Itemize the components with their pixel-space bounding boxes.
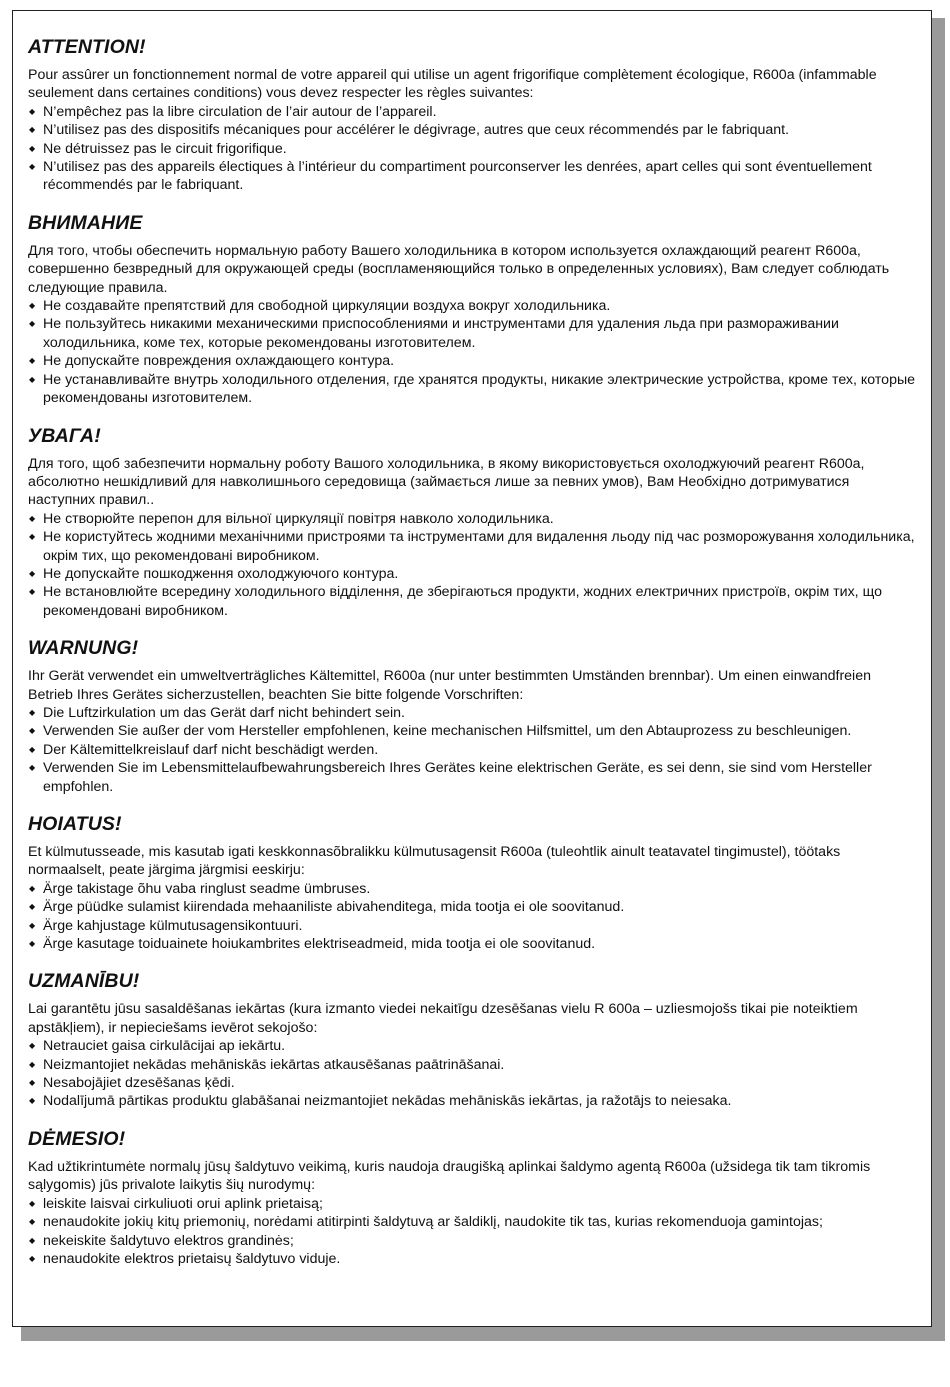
list-item: ◆ N’utilisez pas des dispositifs mécaniques pour accélérer le dégivrage, autres que ceux récommendés par le fabriquant. xyxy=(28,121,917,139)
section-fr xyxy=(28,35,917,195)
list-item: ◆ Не створюйте перепон для вільної циркуляції повітря навколо холодильника. xyxy=(28,510,917,528)
list-item: ◆ Nodalījumā pārtikas produktu glabāšanai neizmantojiet nekādas mehāniskās iekārtas, ja ražotājs to neiesaka. xyxy=(28,1092,917,1110)
rules-list xyxy=(28,880,917,954)
list-item: ◆ Verwenden Sie außer der vom Hersteller empfohlenen, keine mechanischen Hilfsmittel, um den Abtauprozess zu beschleunigen. xyxy=(28,722,917,740)
section-spacer xyxy=(28,1111,917,1127)
list-item: ◆ Die Luftzirkulation um das Gerät darf nicht behindert sein. xyxy=(28,704,917,722)
section-title: ВНИМАНИЕ xyxy=(28,211,143,234)
section-spacer xyxy=(28,408,917,424)
list-item: ◆ Не пользуйтесь никакими механическими приспособлениями и инструментами для удаления льда при размораживании холодильника, коме тех, которые рекомендованы изготовителем. xyxy=(28,315,917,352)
list-item: ◆ Ärge takistage õhu vaba ringlust seadme ümbruses. xyxy=(28,880,917,898)
section-et xyxy=(28,812,917,953)
section-intro: Для того, щоб забезпечити нормальну роботу Вашого холодильника, в якому використовується охолоджуючий реагент R600a, абсолютно нешкідливий для навколишнього середовища (займається лише за певних умов), Вам Необхідно дотримуватися наступних правил.. xyxy=(28,455,865,509)
list-item: ◆ Не допускайте повреждения охлаждающего контура. xyxy=(28,352,917,370)
list-item: ◆ Netrauciet gaisa cirkulācijai ap iekārtu. xyxy=(28,1037,917,1055)
list-item: ◆ leiskite laisvai cirkuliuoti orui aplink prietaisą; xyxy=(28,1195,917,1213)
section-spacer xyxy=(28,953,917,969)
section-lt xyxy=(28,1127,917,1268)
list-item: ◆ Ärge kahjustage külmutusagensikontuuri. xyxy=(28,917,917,935)
section-de xyxy=(28,636,917,796)
section-title: ATTENTION! xyxy=(28,36,146,58)
section-lv xyxy=(28,969,917,1110)
section-spacer xyxy=(28,195,917,211)
section-intro: Pour assûrer un fonctionnement normal de votre appareil qui utilise un agent frigorifique complètement écologique, R600a (infammable seulement dans certaines conditions) vous devez respecter les règles suivantes: xyxy=(28,67,877,102)
section-title: UZMANĪBU! xyxy=(28,970,140,993)
rules-list xyxy=(28,510,917,620)
section-intro: Et külmutusseade, mis kasutab igati keskkonnasõbralikku külmutusagensit R600a (tuleohtlik ainult teatavatel tingimustel), töötaks normaalselt, peate järgima järgmisi eeskirju: xyxy=(28,844,841,879)
list-item: ◆ Не встановлюйте всередину холодильного відділення, де зберігаються продукти, жодних електричних пристроїв, окрім тих, що рекомендовані виробником. xyxy=(28,583,917,620)
section-intro: Ihr Gerät verwendet ein umweltverträgliches Kältemittel, R600a (nur unter bestimmten Umständen brennbar). Um einen einwandfreien Betrieb Ihres Gerätes sicherzustellen, beachten Sie bitte folgende Vorschriften: xyxy=(28,668,871,703)
list-item: ◆ Neizmantojiet nekādas mehāniskās iekārtas atkausēšanas paātrināšanai. xyxy=(28,1056,917,1074)
section-intro: Lai garantētu jūsu sasaldēšanas iekārtas (kura izmanto viedei nekaitīgu dzesēšanas vielu R 600a – uzliesmojošs tikai pie noteiktiem apstākļiem), ir nepieciešams ievērot sekojošo: xyxy=(28,1001,858,1036)
list-item: ◆ Ne détruissez pas le circuit frigorifique. xyxy=(28,140,917,158)
rules-list xyxy=(28,103,917,195)
section-title: DĖMESIO! xyxy=(28,1127,126,1150)
rules-list xyxy=(28,1195,917,1269)
section-spacer xyxy=(28,620,917,636)
list-item: ◆ Не користуйтесь жодними механічними пристроями та інструментами для видалення льоду під час розморожування холодильника, окрім тих, що рекомендовані виробником. xyxy=(28,528,917,565)
section-intro: Kad užtikrintumėte normalų jūsų šaldytuvo veikimą, kuris naudoja draugišką aplinkai šaldymo agentą R600a (užsidega tik tam tikromis sąlygomis) jūs privalote laikytis šių nurodymų: xyxy=(28,1158,871,1194)
section-intro: Для того, чтобы обеспечить нормальную работу Вашего холодильника в котором используется охлаждающий реагент R600a, совершенно безвредный для окружающей среды (воспламеняющийся только в определенных условиях), Вам следует соблюдать следующие правила. xyxy=(28,242,890,296)
section-title: УВАГА! xyxy=(28,424,101,447)
list-item: ◆ Не создавайте препятствий для свободной циркуляции воздуха вокруг холодильника. xyxy=(28,297,917,315)
rules-list xyxy=(28,1037,917,1111)
section-title: HOIATUS! xyxy=(28,813,122,835)
list-item: ◆ Verwenden Sie im Lebensmittelaufbewahrungsbereich Ihres Gerätes keine elektrischen Geräte, es sei denn, sie sind vom Hersteller empfohlen. xyxy=(28,759,917,796)
list-item: ◆ Ärge kasutage toiduainete hoiukambrites elektriseadmeid, mida tootja ei ole soovitanud. xyxy=(28,935,917,953)
list-item: ◆ Der Kältemittelkreislauf darf nicht beschädigt werden. xyxy=(28,741,917,759)
list-item: ◆ Nesabojājiet dzesēšanas ķēdi. xyxy=(28,1074,917,1092)
rules-list xyxy=(28,297,917,407)
rules-list xyxy=(28,704,917,796)
list-item: ◆ nenaudokite jokių kitų priemonių, norėdami atitirpinti šaldytuvą ar šaldiklį, naudokite tik tas, kurias rekomenduoja gamintojas; xyxy=(28,1213,917,1231)
list-item: ◆ Не устанавливайте внутрь холодильного отделения, где хранятся продукты, никакие электрические устройства, кроме тех, которые рекомендованы изготовителем. xyxy=(28,371,917,408)
list-item: ◆ nenaudokite elektros prietaisų šaldytuvo viduje. xyxy=(28,1250,917,1268)
section-uk xyxy=(28,424,917,621)
list-item: ◆ Не допускайте пошкодження охолоджуючого контура. xyxy=(28,565,917,583)
list-item: ◆ N’utilisez pas des appareils électiques à l’intérieur du compartiment pourconserver les denrées, apart celles qui sont éventuellement récommendés par le fabriquant. xyxy=(28,158,917,195)
list-item: ◆ Ärge püüdke sulamist kiirendada mehaaniliste abivahenditega, mida tootja ei ole soovitanud. xyxy=(28,898,917,916)
section-spacer xyxy=(28,796,917,812)
list-item: ◆ N’empêchez pas la libre circulation de l’air autour de l’appareil. xyxy=(28,103,917,121)
warning-box xyxy=(12,10,932,1327)
section-title: WARNUNG! xyxy=(28,637,139,660)
list-item: ◆ nekeiskite šaldytuvo elektros grandinės; xyxy=(28,1232,917,1250)
section-ru xyxy=(28,211,917,408)
warning-content xyxy=(28,35,917,1268)
